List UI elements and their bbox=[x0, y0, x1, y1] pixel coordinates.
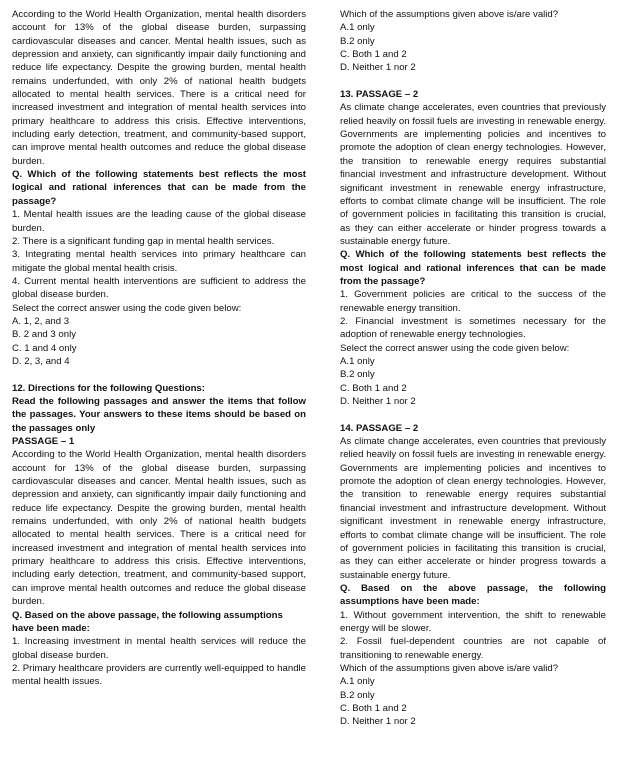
q14-statement: 1. Without government intervention, the shift to renewable energy will be slower. bbox=[340, 609, 606, 634]
q12-passage: According to the World Health Organization, mental health disorders account for 13% of the global disease burden, surpassing cardiovascular diseases and cancer. Mental health issues, such as depression and anxiety, can significantly impair daily functioning and reduce life expectancy. Despite the growing burden, mental health remains underfunded, with only 2% of national health budgets allocated to mental health services. There is a critical need for increased investment and integration of mental health services into primary healthcare to address this crisis. Effective interventions, including early detection, treatment, and community-based support, can improve mental health outcomes and reduce the global disease burden. bbox=[12, 449, 306, 608]
q13-option: B.2 only bbox=[340, 369, 375, 381]
q12-directions-text: Read the following passages and answer the items that follow the passages. Your answers to these items should be based on the passages only bbox=[12, 396, 306, 434]
q12-directions-heading: 12. Directions for the following Questions: bbox=[12, 382, 205, 394]
q12-option: B.2 only bbox=[340, 35, 375, 47]
q13-question: Q. Which of the following statements best reflects the most logical and rational inferences that can be made from the passage? bbox=[340, 249, 606, 287]
q11-option: C. 1 and 4 only bbox=[12, 342, 77, 354]
q12-option: A.1 only bbox=[340, 22, 375, 34]
q13-statement: 1. Government policies are critical to the success of the renewable energy transition. bbox=[340, 289, 606, 314]
q12-ask: Which of the assumptions given above is/are valid? bbox=[340, 9, 559, 20]
q14-passage: As climate change accelerates, even countries that previously relied heavily on fossil fuels are investing in renewable energy. Governments are implementing policies and incentives to promote the adoption of clean energy technologies. However, the transition to renewable energy requires substantial financial investment and infrastructure development. Without significant investment in renewable energy infrastructure, efforts to combat climate change will be insufficient. The role of government policies in facilitating this transition is crucial, as they can either accelerate or hinder progress towards a sustainable energy future. bbox=[340, 436, 606, 581]
q13-option: D. Neither 1 nor 2 bbox=[340, 396, 416, 408]
q14-ask: Which of the assumptions given above is/are valid? bbox=[340, 662, 559, 674]
q13-passage: As climate change accelerates, even countries that previously relied heavily on fossil fuels are investing in renewable energy. Governments are implementing policies and incentives to promote the adoption of clean energy technologies. However, the transition to renewable energy requires substantial financial investment and infrastructure development. Without significant investment in renewable energy infrastructure, efforts to combat climate change will be insufficient. The role of government policies in facilitating this transition is crucial, as they can either accelerate or hinder progress towards a sustainable energy future. bbox=[340, 102, 606, 247]
q11-option: D. 2, 3, and 4 bbox=[12, 355, 70, 367]
q13-option: C. Both 1 and 2 bbox=[340, 382, 407, 394]
q12-option: D. Neither 1 nor 2 bbox=[340, 62, 416, 74]
q12-question: Q. Based on the above passage, the following assumptions have been made: bbox=[12, 609, 283, 634]
q11-statement: 2. There is a significant funding gap in mental health services. bbox=[12, 235, 275, 247]
q13-statement: 2. Financial investment is sometimes necessary for the adoption of renewable energy technologies. bbox=[340, 315, 606, 341]
q13-instruction: Select the correct answer using the code given below: bbox=[340, 342, 570, 354]
q14-option: B.2 only bbox=[340, 689, 375, 701]
section-gap bbox=[340, 75, 606, 88]
left-column bbox=[12, 8, 306, 689]
q14-option: A.1 only bbox=[340, 676, 375, 688]
q11-statement: 4. Current mental health interventions are sufficient to address the global disease burden. bbox=[12, 275, 306, 301]
q12-statement: 2. Primary healthcare providers are currently well-equipped to handle mental health issues. bbox=[12, 662, 306, 688]
q14-statement: 2. Fossil fuel-dependent countries are not capable of transitioning to renewable energy. bbox=[340, 636, 606, 661]
q14-question: Q. Based on the above passage, the following assumptions have been made: bbox=[340, 582, 606, 608]
right-column bbox=[340, 8, 606, 729]
q13-heading: 13. PASSAGE – 2 bbox=[340, 89, 419, 101]
q11-statement: 1. Mental health issues are the leading cause of the global disease burden. bbox=[12, 209, 306, 234]
q12-statement: 1. Increasing investment in mental health services will reduce the global disease burden. bbox=[12, 636, 306, 661]
q14-option: C. Both 1 and 2 bbox=[340, 702, 407, 714]
q14-heading: 14. PASSAGE – 2 bbox=[340, 422, 419, 434]
q11-instruction: Select the correct answer using the code given below: bbox=[12, 302, 242, 314]
section-gap bbox=[12, 368, 306, 381]
q11-option: B. 2 and 3 only bbox=[12, 329, 77, 341]
q11-question: Q. Which of the following statements best reflects the most logical and rational inferences that can be made from the passage? bbox=[12, 169, 306, 207]
section-gap bbox=[340, 408, 606, 421]
q11-option: A. 1, 2, and 3 bbox=[12, 315, 70, 327]
q12-passage-label: PASSAGE – 1 bbox=[12, 436, 75, 448]
q13-option: A.1 only bbox=[340, 355, 375, 367]
q11-statement: 3. Integrating mental health services into primary healthcare can mitigate the global mental health crisis. bbox=[12, 249, 306, 274]
intro-passage: According to the World Health Organization, mental health disorders account for 13% of the global disease burden, surpassing cardiovascular diseases and cancer. Mental health issues, such as depression and anxiety, can significantly impair daily functioning and reduce life expectancy. Despite the growing burden, mental health remains underfunded, with only 2% of national health budgets allocated to mental health services. There is a critical need for increased investment and integration of mental health services into primary healthcare to address this crisis. Effective interventions, including early detection, treatment, and community-based support, can improve mental health outcomes and reduce the global disease burden. bbox=[12, 9, 306, 167]
q12-option: C. Both 1 and 2 bbox=[340, 49, 407, 61]
q14-option: D. Neither 1 nor 2 bbox=[340, 716, 416, 728]
